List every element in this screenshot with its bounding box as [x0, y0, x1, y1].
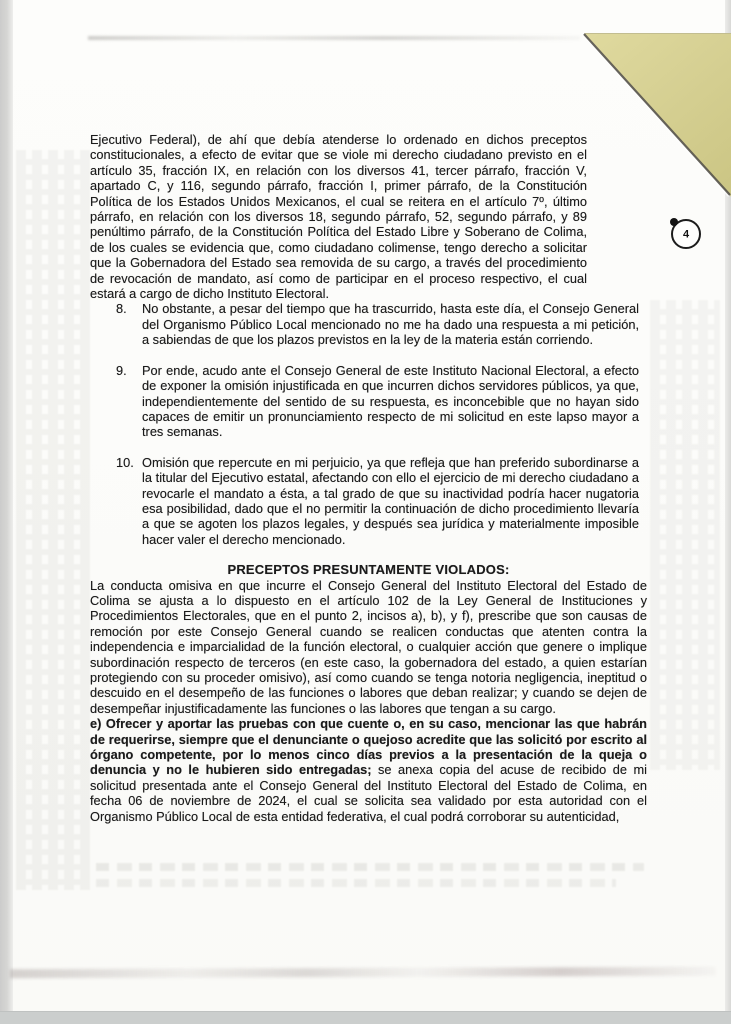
pruebas-regular-text: se anexa copia del acuse de recibido de mi solicitud presentada ante el Consejo General del Instituto Electoral del Estado de Colima, en fecha 06 de noviembre de 2024, el cual se solicita sea validado por esta autoridad con el Organismo Público Local de esta entidad federativa, el cual podrá corroborar su autenticidad, [90, 762, 648, 824]
scan-smudge-top [88, 36, 580, 40]
page-number: 4 [682, 228, 690, 241]
document-body [90, 132, 647, 824]
item-text: Por ende, acudo ante el Consejo General de este Instituto Nacional Electoral, a efecto de exponer la omisión injustificada en que incurren dichos servidores públicos, ya que, independientemente del sentido de su respuesta, es inconcebible que no hayan sido capaces de emitir un pronunciamiento respecto de mi solicitud en este lapso mayor a tres semanas. [142, 362, 639, 440]
scan-edge-bottom [0, 1011, 731, 1024]
stamp-ink-dot [670, 218, 678, 226]
item-number: 8. [116, 301, 127, 317]
preceptos-paragraph: La conducta omisiva en que incurre el Consejo General del Instituto Electoral del Estado de Colima se ajusta a lo dispuesto en el artículo 102 de la Ley General de Instituciones y Procedimientos Electorales, que en el punto 2, incisos a), b), y f), prescribe que son causas de remoción por este Consejo General cuando se realicen conductas que atenten contra la independencia e imparcialidad de la función electoral, o cualquier acción que genere o implique subordinación respecto de terceros (en este caso, la gobernadora del estado, a quien estarían protegiendo con su proceder omisivo), así como cuando se tenga notoria negligencia, ineptitud o descuido en el desempeño de las funciones o labores que deban realizar; y cuando se dejen de desempeñar injustificadamente las funciones o las labores que tengan a su cargo. [90, 577, 647, 716]
numbered-item-8 [90, 301, 647, 347]
bleed-through-text-line [96, 879, 616, 887]
pruebas-paragraph [90, 716, 647, 824]
bleed-through-text-line [96, 863, 644, 871]
item-number: 10. [116, 454, 134, 470]
continuation-paragraph: Ejecutivo Federal), de ahí que debía atenderse lo ordenado en dichos preceptos constitucionales, a efecto de evitar que se viole mi derecho ciudadano previsto en el artículo 35, fracción IX, en relación con los diversos 41, tercer párrafo, fracción V, apartado C, y 116, segundo párrafo, fracción I, primer párrafo, de la Constitución Política de los Estados Unidos Mexicanos, el cual se reitera en el artículo 7º, último párrafo, en relación con los diversos 18, segundo párrafo, 52, segundo párrafo, y 89 penúltimo párrafo, de la Constitución Política del Estado Libre y Soberano de Colima, de los cuales se evidencia que, como ciudadano colimense, tengo derecho a solicitar que la Gobernadora del Estado sea removida de su cargo, a través del procedimiento de revocación de mandato, así como de participar en el proceso respectivo, el cual estará a cargo de dicho Instituto Electoral. [90, 132, 587, 302]
item-text: No obstante, a pesar del tiempo que ha trascurrido, hasta este día, el Consejo General del Organismo Público Local mencionado no me ha dado una respuesta a mi petición, a sabiendas de que los plazos previstos en la ley de la materia están corriendo. [142, 301, 639, 348]
item-number: 9. [116, 362, 127, 378]
numbered-item-10 [90, 455, 647, 547]
bleed-through-right-margin [650, 300, 720, 770]
scan-edge-left [0, 0, 13, 1024]
page-number-stamp [671, 219, 701, 249]
numbered-item-9 [90, 363, 647, 440]
item-text: Omisión que repercute en mi perjuicio, ya que refleja que han preferido subordinarse a la titular del Ejecutivo estatal, afectando con ello el ejercicio de mi derecho ciudadano a revocarle el mandato a ésta, a tal grado de que su inactividad podría hacer nugatoria esa posibilidad, dado que el no permitir la continuación de dicho procedimiento llevaría a que se agoten los plazos legales, y después sea jurídica y materialmente imposible hacer valer el derecho mencionado. [142, 454, 639, 547]
bleed-through-left-margin [16, 150, 90, 890]
scan-smudge-bottom [10, 967, 716, 978]
section-heading: PRECEPTOS PRESUNTAMENTE VIOLADOS: [227, 562, 510, 578]
pruebas-bold-quote: e) Ofrecer y aportar las pruebas con que cuente o, en su caso, mencionar las que habrán de requerirse, siempre que el denunciante o quejoso acredite que las solicitó por escrito al órgano competente, por lo menos cinco días previos a la presentación de la queja o denuncia y no le hubieren sido entregadas; [90, 716, 647, 778]
